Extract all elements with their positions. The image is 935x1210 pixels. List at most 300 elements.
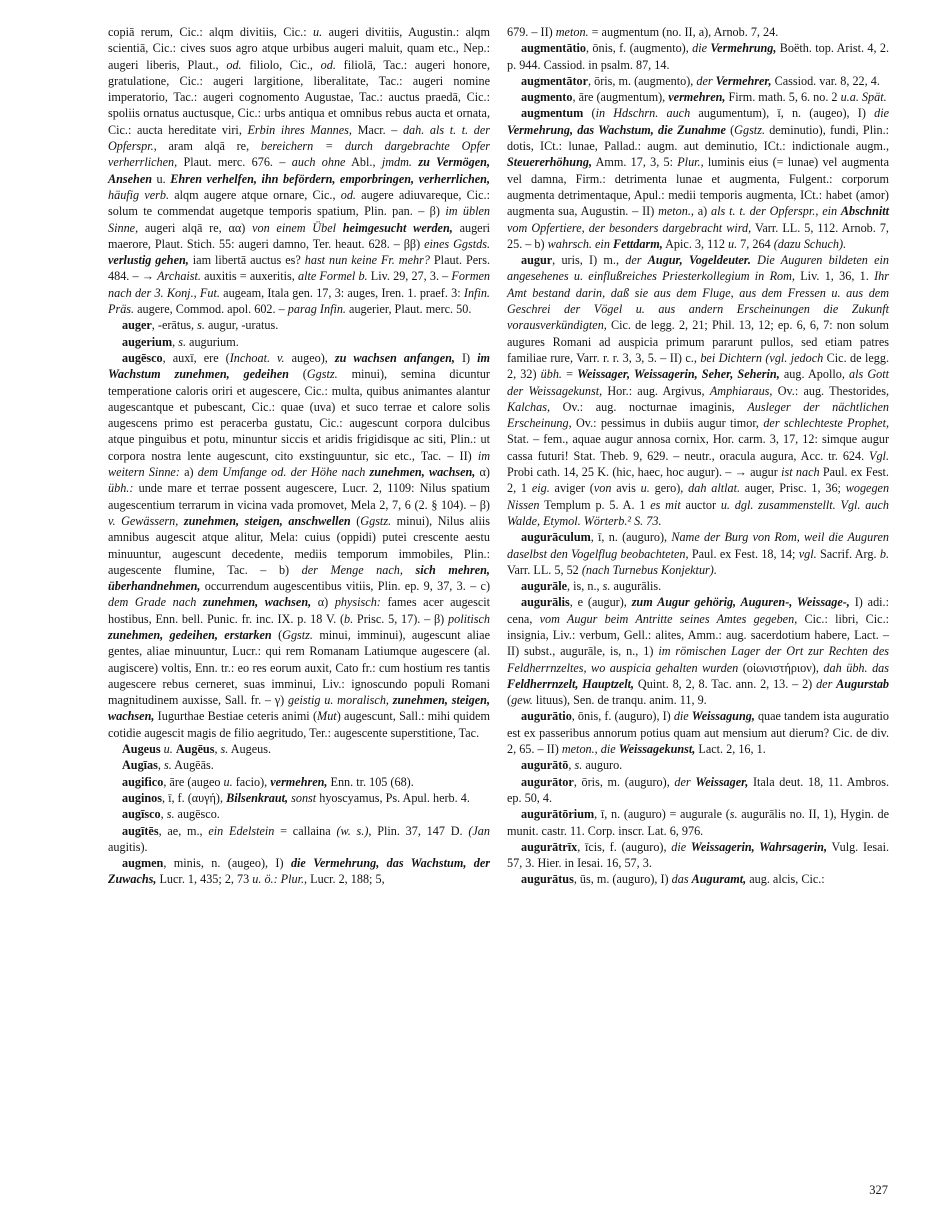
- text-run: Vermehrer,: [715, 73, 772, 88]
- text-run: s.: [220, 742, 229, 757]
- text-run: Steuererhöhung,: [507, 155, 593, 170]
- text-run: augeri alqā re, αα): [138, 220, 253, 235]
- text-run: , īcis, f. (auguro),: [577, 839, 672, 854]
- text-run: Ggstz.: [734, 122, 765, 137]
- text-run: s.: [574, 758, 583, 773]
- text-run: fames acer augescit hostibus, Enn. bell. Punic. fr. inc. IX. p. 18 V. (: [108, 595, 490, 626]
- text-run: Name der Burg von Rom, weil die Auguren daselbst den Vogelflug beobachteten,: [507, 530, 889, 561]
- text-run: im weitern Sinne:: [108, 448, 490, 480]
- text-run: v. Gewässern,: [108, 513, 184, 528]
- text-run: die: [874, 106, 889, 121]
- text-run: Vulg. Iesai. 57, 3. Hier. in Iesai. 16, 57, 3.: [507, 839, 889, 871]
- text-run: der: [674, 774, 696, 789]
- text-run: Cic. de legg. 2, 21; Phil. 13, 12; ep. 6, 6, 7: non solum augures Romani ad auspicia primum pararunt pullos, sed etiam patres familiae rure, Varr. r. r. 3, 3, 5. – II) c.,: [507, 318, 889, 365]
- dictionary-entry: [108, 317, 490, 333]
- text-run: s.: [178, 334, 186, 349]
- text-run: alte Formel b.: [298, 269, 368, 284]
- text-run: Erbin ihres Mannes,: [247, 122, 352, 137]
- text-run: Formen nach der 3. Konj., Fut.: [108, 269, 491, 300]
- text-run: im römischen Lager der Ort zur Rechten des Feldherrnzeltes, wo auspicia gehalten wurden: [507, 644, 890, 675]
- text-run: minui), semina dicuntur temperatione caloris oriri et augescere, Cic.: multa, quibus animantes alantur augescantque et pubescant, Cic.: quae (uva) et suco terrae et calore solis augescens primo est peracerba gustatu, Cic.: augescunt corpora dulcibus atque pinguibus et potu, minuntur siccis et aridis frigidisque ac siti, Plin.: ut corpora nostra lente augescunt, cito exstinguuntur, sic etc., Tac. – II): [108, 367, 490, 463]
- text-run: u.a. Spät.: [840, 90, 887, 105]
- text-run: dah. als t. t. der Opferspr.,: [108, 122, 490, 154]
- text-run: filiolo, Cic.,: [241, 57, 321, 72]
- text-run: , āre (augeo: [163, 774, 224, 789]
- text-run: die: [673, 709, 692, 724]
- text-run: im üblen Sinne,: [108, 204, 491, 235]
- text-run: , e (augur),: [569, 595, 632, 610]
- text-run: , uris, I) m.,: [552, 253, 626, 268]
- text-run: Plin. 37, 147 D.: [371, 823, 469, 838]
- text-run: u.: [152, 171, 171, 186]
- text-run: α): [311, 595, 335, 610]
- text-run: Plaut. Pers. 484. – →: [108, 253, 490, 284]
- dictionary-entry: [507, 40, 889, 73]
- text-run: (Jan: [468, 823, 490, 838]
- text-run: geistig u. moralisch,: [288, 693, 393, 708]
- text-run: Liv. 1, 36, 1.: [794, 269, 875, 284]
- dictionary-entry: [108, 757, 490, 773]
- text-run: od.: [226, 57, 242, 72]
- text-run: s.: [602, 579, 611, 594]
- dictionary-entry: [507, 578, 889, 594]
- dictionary-entry: [108, 790, 490, 806]
- text-run: , ī, n. (auguro) = augurale (: [594, 807, 730, 822]
- text-run: b.: [344, 611, 354, 626]
- text-run: meton.,: [658, 204, 694, 219]
- text-run: augurātrīx: [521, 839, 578, 854]
- text-run: =: [561, 367, 578, 382]
- text-run: a): [693, 204, 712, 219]
- left-column: [108, 24, 490, 888]
- text-run: , ōris, m. (augmento),: [588, 73, 697, 88]
- text-run: Abschnitt: [840, 204, 889, 219]
- text-run: minui), Nilus aliis amnibus augescit atque alitur, Mela: cuius (oppidi) putei crescente aestu minuuntur, augescunt decedente, mediis temporum immobiles, Plin.: augescente flumine, Tac. – b): [108, 513, 491, 577]
- text-run: luminis eius (= lunae) vel augmenta vel damna, Firm.: detrimenta lunae et augmenta, Fulgent.: corporum augmenta detrimentaque, Apul.: medii temporis augmenta, ICt.: habet (amor) augmenta sua, Augustin. – II): [507, 155, 889, 219]
- text-run: Plur.,: [677, 155, 704, 170]
- text-run: , is, n.,: [567, 579, 603, 594]
- text-run: augurātō: [521, 758, 569, 773]
- text-run: u. dgl. zusammenstellt. Vgl. auch Walde, Etymol. Wörterb.² S. 73.: [507, 497, 889, 528]
- text-run: augurātus: [521, 872, 574, 887]
- text-run: Lact. 2, 16, 1.: [695, 742, 766, 757]
- text-run: augurālis.: [610, 579, 662, 594]
- text-run: (: [583, 106, 596, 121]
- text-run: , ōris, m. (auguro),: [573, 774, 675, 789]
- text-run: Ausleger der nächtlichen Erscheinung,: [507, 399, 889, 431]
- text-run: Weissager, Weissagerin, Seher, Seherin,: [577, 367, 780, 382]
- text-run: I) adi.: cena,: [507, 595, 889, 626]
- page-number: 327: [869, 1183, 888, 1197]
- text-run: aug. alcis, Cic.:: [746, 872, 825, 887]
- text-run: , ī, f. (αυγή),: [161, 790, 227, 805]
- text-run: ist nach: [781, 465, 820, 480]
- text-run: augīsco: [122, 807, 161, 822]
- text-run: augerium: [122, 334, 173, 349]
- text-run: eines Ggstds.: [424, 236, 490, 251]
- text-run: Macr. –: [351, 122, 403, 137]
- text-run: u.: [223, 774, 233, 789]
- text-run: augurātōrium: [521, 807, 595, 822]
- text-run: auguro.: [582, 758, 623, 773]
- text-run: sonst: [291, 790, 317, 805]
- text-run: , auxī, ere (: [162, 350, 230, 365]
- text-columns: [108, 24, 890, 888]
- text-run: Cic. de legg. 2, 32): [507, 350, 889, 382]
- text-run: augitis).: [108, 839, 148, 854]
- text-run: dah altlat.: [688, 481, 741, 496]
- text-run: u. ö.: Plur.,: [252, 872, 308, 887]
- dictionary-entry: [108, 741, 490, 757]
- text-run: von einem Übel: [252, 220, 343, 235]
- text-run: = callaina: [274, 823, 337, 838]
- text-run: es mit: [650, 497, 681, 512]
- text-run: Weissagerin, Wahrsagerin,: [690, 839, 828, 854]
- text-run: augur, -uratus.: [204, 318, 279, 333]
- text-run: b.: [879, 546, 889, 561]
- text-run: aug. Apollo,: [779, 367, 849, 382]
- text-run: s.: [197, 318, 205, 333]
- text-run: Paul. ex Fest. 2, 1: [507, 465, 889, 496]
- text-run: (nach Turnebus Konjektur).: [581, 562, 717, 577]
- text-run: der: [625, 253, 648, 268]
- text-run: u.: [313, 25, 323, 39]
- text-run: s.: [164, 758, 172, 773]
- text-run: Archaist.: [157, 269, 201, 284]
- text-run: augurium.: [186, 334, 239, 349]
- text-run: die: [692, 41, 711, 56]
- text-run: dem Grade nach: [108, 595, 203, 610]
- text-run: Amm. 17, 3, 5:: [592, 155, 678, 170]
- text-run: α): [475, 465, 490, 480]
- text-run: a): [179, 465, 198, 480]
- text-run: Lucr. 1, 435; 2, 73: [156, 872, 253, 887]
- text-run: meton., die: [561, 742, 619, 757]
- text-run: vom Opfertiere, der besonders dargebracht wird,: [507, 220, 752, 235]
- text-run: Cassiod. var. 8, 22, 4.: [771, 73, 880, 88]
- text-run: Prisc. 5, 17). – β): [353, 611, 449, 626]
- text-run: augēsco: [122, 350, 163, 365]
- text-run: auger, Prisc. 1, 36;: [740, 481, 846, 496]
- text-run: Augīas: [122, 758, 158, 773]
- text-run: augurāculum: [521, 530, 591, 545]
- text-run: übh.:: [108, 481, 134, 496]
- text-run: augere, Commod. apol. 602. –: [134, 302, 288, 317]
- text-run: Paul. ex Fest. 18, 14;: [688, 546, 799, 561]
- dictionary-entry: [507, 708, 889, 757]
- text-run: Ov.: pessimus in dubiis augur timor,: [571, 416, 764, 431]
- text-run: Stat. – fem., aquae augur annosa cornix, Hor. carm. 3, 17, 12: simque augur cassa futuri! Stat. Theb. 9, 629. – neutr., oracula augura, Acc. tr. 624.: [507, 432, 889, 463]
- dictionary-entry: [507, 757, 889, 773]
- text-run: Ihr Amt bestand darin, daß sie aus dem Fluge, aus dem Fressen u. aus dem Geschrei der Vögel u. aus andern Erscheinungen die Zukunft vorausverkündigten,: [507, 269, 889, 333]
- text-run: der: [696, 73, 716, 88]
- text-run: häufig verb.: [108, 187, 170, 202]
- text-run: (: [507, 693, 512, 708]
- text-run: augmentum: [521, 106, 584, 121]
- text-run: copiā rerum, Cic.: alqm divitiis, Cic.:: [108, 25, 314, 39]
- text-run: im Wachstum zunehmen, gedeihen: [108, 350, 490, 382]
- text-run: Itala deut. 18, 11. Ambros. ep. 50, 4.: [507, 774, 889, 805]
- text-run: übh.: [540, 367, 562, 382]
- text-run: u.: [640, 481, 650, 496]
- text-run: ,: [172, 334, 179, 349]
- text-run: s.: [166, 807, 175, 822]
- dictionary-entry: [108, 774, 490, 790]
- text-run: Fettdarm,: [612, 236, 663, 251]
- text-run: iam libertā auctus es?: [188, 253, 305, 268]
- text-run: gew.: [511, 693, 533, 708]
- text-run: jmdm.: [381, 155, 412, 170]
- text-run: Cic.: libri, Cic.: insignia, Liv.: verbum, Gell.: alites, Amm.: aug. sacerdotium habere, Lact. – II) subst., augurāle, is, n., 1): [507, 611, 890, 659]
- text-run: Mut: [317, 709, 337, 724]
- text-run: der schlechteste Prophet,: [763, 416, 890, 431]
- dictionary-entry: [108, 806, 490, 822]
- text-run: augere adiuvareque, Cic.: solum te commendat augetque temporis spatium, Plin. pan. – β): [108, 187, 490, 219]
- dictionary-entry: [507, 529, 889, 578]
- text-run: Augeus.: [228, 742, 271, 757]
- dictionary-entry: [507, 24, 889, 40]
- text-run: (w. s.),: [336, 823, 372, 838]
- text-run: (: [288, 367, 307, 382]
- text-run: augurātor: [521, 774, 574, 789]
- text-run: Bilsenkraut,: [226, 790, 289, 805]
- text-run: auger: [122, 318, 152, 333]
- text-run: zu wachsen anfangen,: [334, 350, 455, 365]
- text-run: dah übh. das: [823, 660, 890, 675]
- dictionary-entry: [108, 823, 490, 856]
- text-run: od.: [340, 187, 356, 202]
- text-run: , ūs, m. (auguro), I): [573, 872, 672, 887]
- text-run: der Menge nach,: [301, 562, 416, 577]
- text-run: bereichern = durch dargebrachte Opfer verherrlichen,: [108, 139, 490, 170]
- text-run: Ehren verhelfen, ihn befördern, emporbringen, verherrlichen,: [170, 171, 491, 186]
- text-run: quae tandem ista auguratio est ex passeribus annorum potius quam aut mensium aut dierum? Cic. de div. 2, 65. – II): [507, 709, 890, 757]
- text-run: augmentātio: [521, 41, 586, 56]
- text-run: das: [671, 872, 692, 887]
- text-run: Augeus: [122, 742, 161, 757]
- right-column: [507, 24, 889, 888]
- text-run: , minis, n. (augeo), I): [163, 856, 291, 871]
- text-run: augurālis no. II, 1), Hygin. de munit. castr. 11. Corp. inscr. Lat. 6, 976.: [507, 807, 889, 838]
- text-run: augmentātor: [521, 73, 589, 88]
- text-run: occurrendum augescentibus vitiis, Plin. ep. 9, 37, 3. – c): [200, 579, 490, 594]
- text-run: augifico: [122, 774, 164, 789]
- text-run: od.: [320, 57, 336, 72]
- dictionary-entry: [507, 73, 889, 89]
- text-run: auctor: [680, 497, 721, 512]
- text-run: minui, imminui), augescunt aliae gentes, aliae minuuntur, Lucr.: qui rem Romanam Latiumque augescere (al. augiscere) voltis, Enn. tr.: eo res eorum auxit, Cato fr.: cum hostium res tantis augescere rebus cerneret, suas imminui, Liv.: ignoscundo populi Romani magnitudinem auxisse, Sall. fr. – γ): [108, 627, 491, 708]
- dictionary-entry: [507, 105, 889, 252]
- text-run: bei Dichtern (vgl. jedoch: [700, 350, 824, 365]
- text-run: augītēs: [122, 823, 159, 838]
- text-run: eig.: [531, 481, 550, 496]
- text-run: sich mehren, überhandnehmen,: [108, 562, 490, 594]
- text-run: Vgl.: [869, 448, 889, 463]
- text-run: zu Vermögen, Ansehen: [108, 155, 491, 186]
- text-run: der: [816, 676, 837, 691]
- text-run: 7, 264: [737, 236, 774, 251]
- dictionary-entry: [507, 839, 889, 872]
- text-run: alqm augere atque ornare, Cic.,: [169, 187, 341, 202]
- dictionary-entry: [108, 24, 490, 317]
- dictionary-entry: [507, 252, 889, 529]
- text-run: Weissagekunst,: [618, 742, 696, 757]
- text-run: Weissagung,: [691, 709, 755, 724]
- text-run: , ōnis, f. (augmento),: [586, 41, 693, 56]
- text-run: ,: [568, 758, 575, 773]
- text-run: zunehmen, wachsen,: [369, 465, 476, 480]
- text-run: Augēus: [175, 742, 215, 757]
- text-run: als Gott der Weissagekunst,: [507, 367, 890, 398]
- dictionary-entry: [507, 774, 889, 807]
- text-run: zunehmen, gedeihen, erstarken: [108, 627, 272, 642]
- text-run: als t. t. der Opferspr., ein: [711, 204, 841, 219]
- text-run: ein Edelstein: [208, 823, 275, 838]
- text-run: zunehmen, wachsen,: [202, 595, 312, 610]
- text-run: s.: [729, 807, 738, 822]
- text-run: u.: [727, 236, 738, 251]
- text-run: Ggstz.: [360, 513, 392, 528]
- text-run: von: [593, 481, 612, 496]
- text-run: vom Augur beim Antritte seines Amtes gegeben,: [539, 611, 798, 626]
- text-run: auginos: [122, 790, 162, 805]
- text-run: (: [271, 627, 283, 642]
- text-run: augerier, Plaut. merc. 50.: [345, 302, 472, 317]
- text-run: auch ohne: [291, 155, 346, 170]
- text-run: Ov.: aug. Thestorides,: [772, 383, 889, 398]
- text-run: aram alqā re,: [156, 139, 261, 154]
- text-run: vgl.: [798, 546, 817, 561]
- text-run: wogegen Nissen: [507, 481, 890, 512]
- text-run: parag Infin.: [287, 302, 346, 317]
- dictionary-entry: [507, 806, 889, 839]
- dictionary-entry: [507, 871, 889, 887]
- text-run: Sacrif. Arg.: [816, 546, 880, 561]
- text-run: Augur, Vogeldeuter.: [647, 253, 751, 268]
- text-run: in Hdschrn. auch: [595, 106, 691, 121]
- text-run: Varr. LL. 5, 112. Arnob. 7, 25. – b): [507, 220, 889, 251]
- text-run: , ae, m.,: [158, 823, 209, 838]
- text-run: augeri maerore, Plaut. Stich. 55: augeri damno, Ter. heaut. 628. – ββ): [108, 220, 491, 251]
- text-run: zunehmen, steigen, anschwellen: [183, 513, 351, 528]
- text-run: die Vermehrung, das Wachstum, der Zuwachs,: [108, 856, 490, 887]
- text-run: augmen: [122, 856, 164, 871]
- text-run: ,: [157, 758, 164, 773]
- text-run: ,: [160, 807, 167, 822]
- text-run: Vermehrung,: [710, 41, 777, 56]
- text-run: gero),: [649, 481, 689, 496]
- text-run: , āre (augmentum),: [572, 90, 669, 105]
- text-run: Templum p. 5. A. 1: [539, 497, 651, 512]
- text-run: (: [725, 122, 735, 137]
- text-run: (dazu Schuch).: [773, 236, 847, 251]
- text-run: = augmentum (no. II, a), Arnob. 7, 24.: [588, 25, 779, 39]
- text-run: dem Umfange od. der Höhe nach: [197, 465, 370, 480]
- text-run: , ī, n. (auguro),: [590, 530, 672, 545]
- text-run: , ōnis, f. (auguro), I): [571, 709, 674, 724]
- text-run: augēsco.: [174, 807, 220, 822]
- text-run: Weissager,: [695, 774, 749, 789]
- text-run: Boëth. top. Arist. 4, 2. p. 944. Cassiod. in psalm. 87, 14.: [507, 41, 889, 72]
- text-run: 679. – II): [507, 25, 556, 39]
- text-run: Augurstab: [836, 676, 890, 691]
- text-run: deminutio), fundi, Plin.: dotis, ICt.: lunae, Pallad.: augm. aut deminutio, ICt.: indictionale augm.,: [507, 122, 890, 154]
- text-run: meton.: [555, 25, 589, 39]
- text-run: zum Augur gehörig, Auguren-, Weissage-,: [631, 595, 850, 610]
- text-run: Ggstz.: [306, 367, 338, 382]
- dictionary-entry: [507, 594, 889, 708]
- text-run: ) augescunt, Sall.: mihi quidem cotidie augescit magis de filio aegritudo, Ter.: augescente superstitione, Tac.: [108, 709, 490, 740]
- text-run: Firm. math. 5, 6. no. 2: [725, 90, 841, 105]
- text-run: I): [454, 350, 478, 365]
- text-run: Iugurthae Bestiae ceteris animi (: [154, 709, 318, 724]
- text-run: auxitis = auxeritis,: [200, 269, 298, 284]
- text-run: augurāle: [521, 579, 568, 594]
- text-run: Varr. LL. 5, 52: [507, 562, 582, 577]
- text-run: die: [671, 839, 691, 854]
- dictionary-entry: [108, 350, 490, 741]
- text-run: Inchoat. v.: [229, 350, 285, 365]
- text-run: aviger (: [549, 481, 594, 496]
- text-run: augeo),: [284, 350, 335, 365]
- text-run: augeam, Itala gen. 17, 3: auges, Iren. 1. praef. 3:: [219, 285, 464, 300]
- text-run: heimgesucht werden,: [342, 220, 453, 235]
- text-run: physisch:: [334, 595, 381, 610]
- text-run: zunehmen, steigen, wachsen,: [108, 693, 490, 724]
- text-run: unde mare et terrae possent augescere, Lucr. 2, 1109: Nilus spatium augescentium terrarum in vicina vada promovet, Mela 2, 7, 6 (2. § 104). – β): [108, 481, 490, 512]
- text-run: Liv. 29, 27, 3. –: [367, 269, 452, 284]
- text-run: hyoscyamus, Ps. Apul. herb. 4.: [316, 790, 470, 805]
- text-run: vermehren,: [270, 774, 328, 789]
- text-run: Quint. 8, 2, 8. Tac. ann. 2, 13. – 2): [634, 676, 817, 691]
- text-run: verlustig gehen,: [108, 253, 189, 268]
- text-run: Kalchas,: [507, 399, 550, 414]
- text-run: politisch: [448, 611, 490, 626]
- text-run: vermehren,: [668, 90, 726, 105]
- text-run: augumentum), ī, n. (augeo), I): [690, 106, 875, 121]
- text-run: ,: [214, 742, 221, 757]
- text-run: Die Auguren bildeten ein angesehenes u. einflußreiches Priesterkollegium in Rom,: [507, 253, 889, 284]
- text-run: , -erātus,: [151, 318, 198, 333]
- text-run: Auguramt,: [691, 872, 747, 887]
- text-run: Vermehrung, das Wachstum, die Zunahme: [507, 122, 726, 137]
- text-run: Infin. Präs.: [108, 285, 490, 317]
- text-run: Apic. 3, 112: [662, 236, 728, 251]
- text-run: Hor.: aug. Argivus,: [602, 383, 710, 398]
- text-run: wahrsch. ein: [547, 236, 613, 251]
- text-run: augur: [521, 253, 553, 268]
- text-run: Augēās.: [171, 758, 214, 773]
- text-run: filiolā, Tac.: augeri honore, gratulatione, Cic.: augeri largitione, liberalitate, Tac.: augeri nomine imperatorio, Tac.: augeri cognomento Augustae, Tac.: auctus praedā, Cic.: spoliis ornatus auctusque, Cic.: urbs antiqua et omnibus rebus aucta et ornata, Cic.: aucta hereditate viri,: [108, 57, 490, 137]
- text-run: Ov.: aug. nocturnae imaginis,: [550, 399, 748, 414]
- text-run: facio),: [232, 774, 271, 789]
- text-run: Abl.,: [345, 155, 382, 170]
- text-run: Amphiaraus,: [709, 383, 773, 398]
- dictionary-entry: [507, 89, 889, 105]
- text-run: augmento: [521, 90, 573, 105]
- text-run: Lucr. 2, 188; 5,: [307, 872, 385, 887]
- text-run: augurālis: [521, 595, 570, 610]
- text-run: avis: [611, 481, 641, 496]
- text-run: (: [350, 513, 361, 528]
- text-run: (οἰωνιστήριον),: [738, 660, 824, 675]
- text-run: u.: [163, 742, 173, 757]
- text-run: Ggstz.: [282, 627, 313, 642]
- text-run: Feldherrnzelt, Hauptzelt,: [507, 676, 635, 691]
- text-run: augeri divitiis, Augustin.: alqm scientiā, Cic.: cives suos agro atque urbibus augeri maluit, quam etc., Nep.: augeri liberis, Plaut.,: [108, 25, 490, 72]
- text-run: lituus), Sen. de tranqu. anim. 11, 9.: [532, 693, 707, 708]
- text-run: hast nun keine Fr. mehr?: [304, 253, 430, 268]
